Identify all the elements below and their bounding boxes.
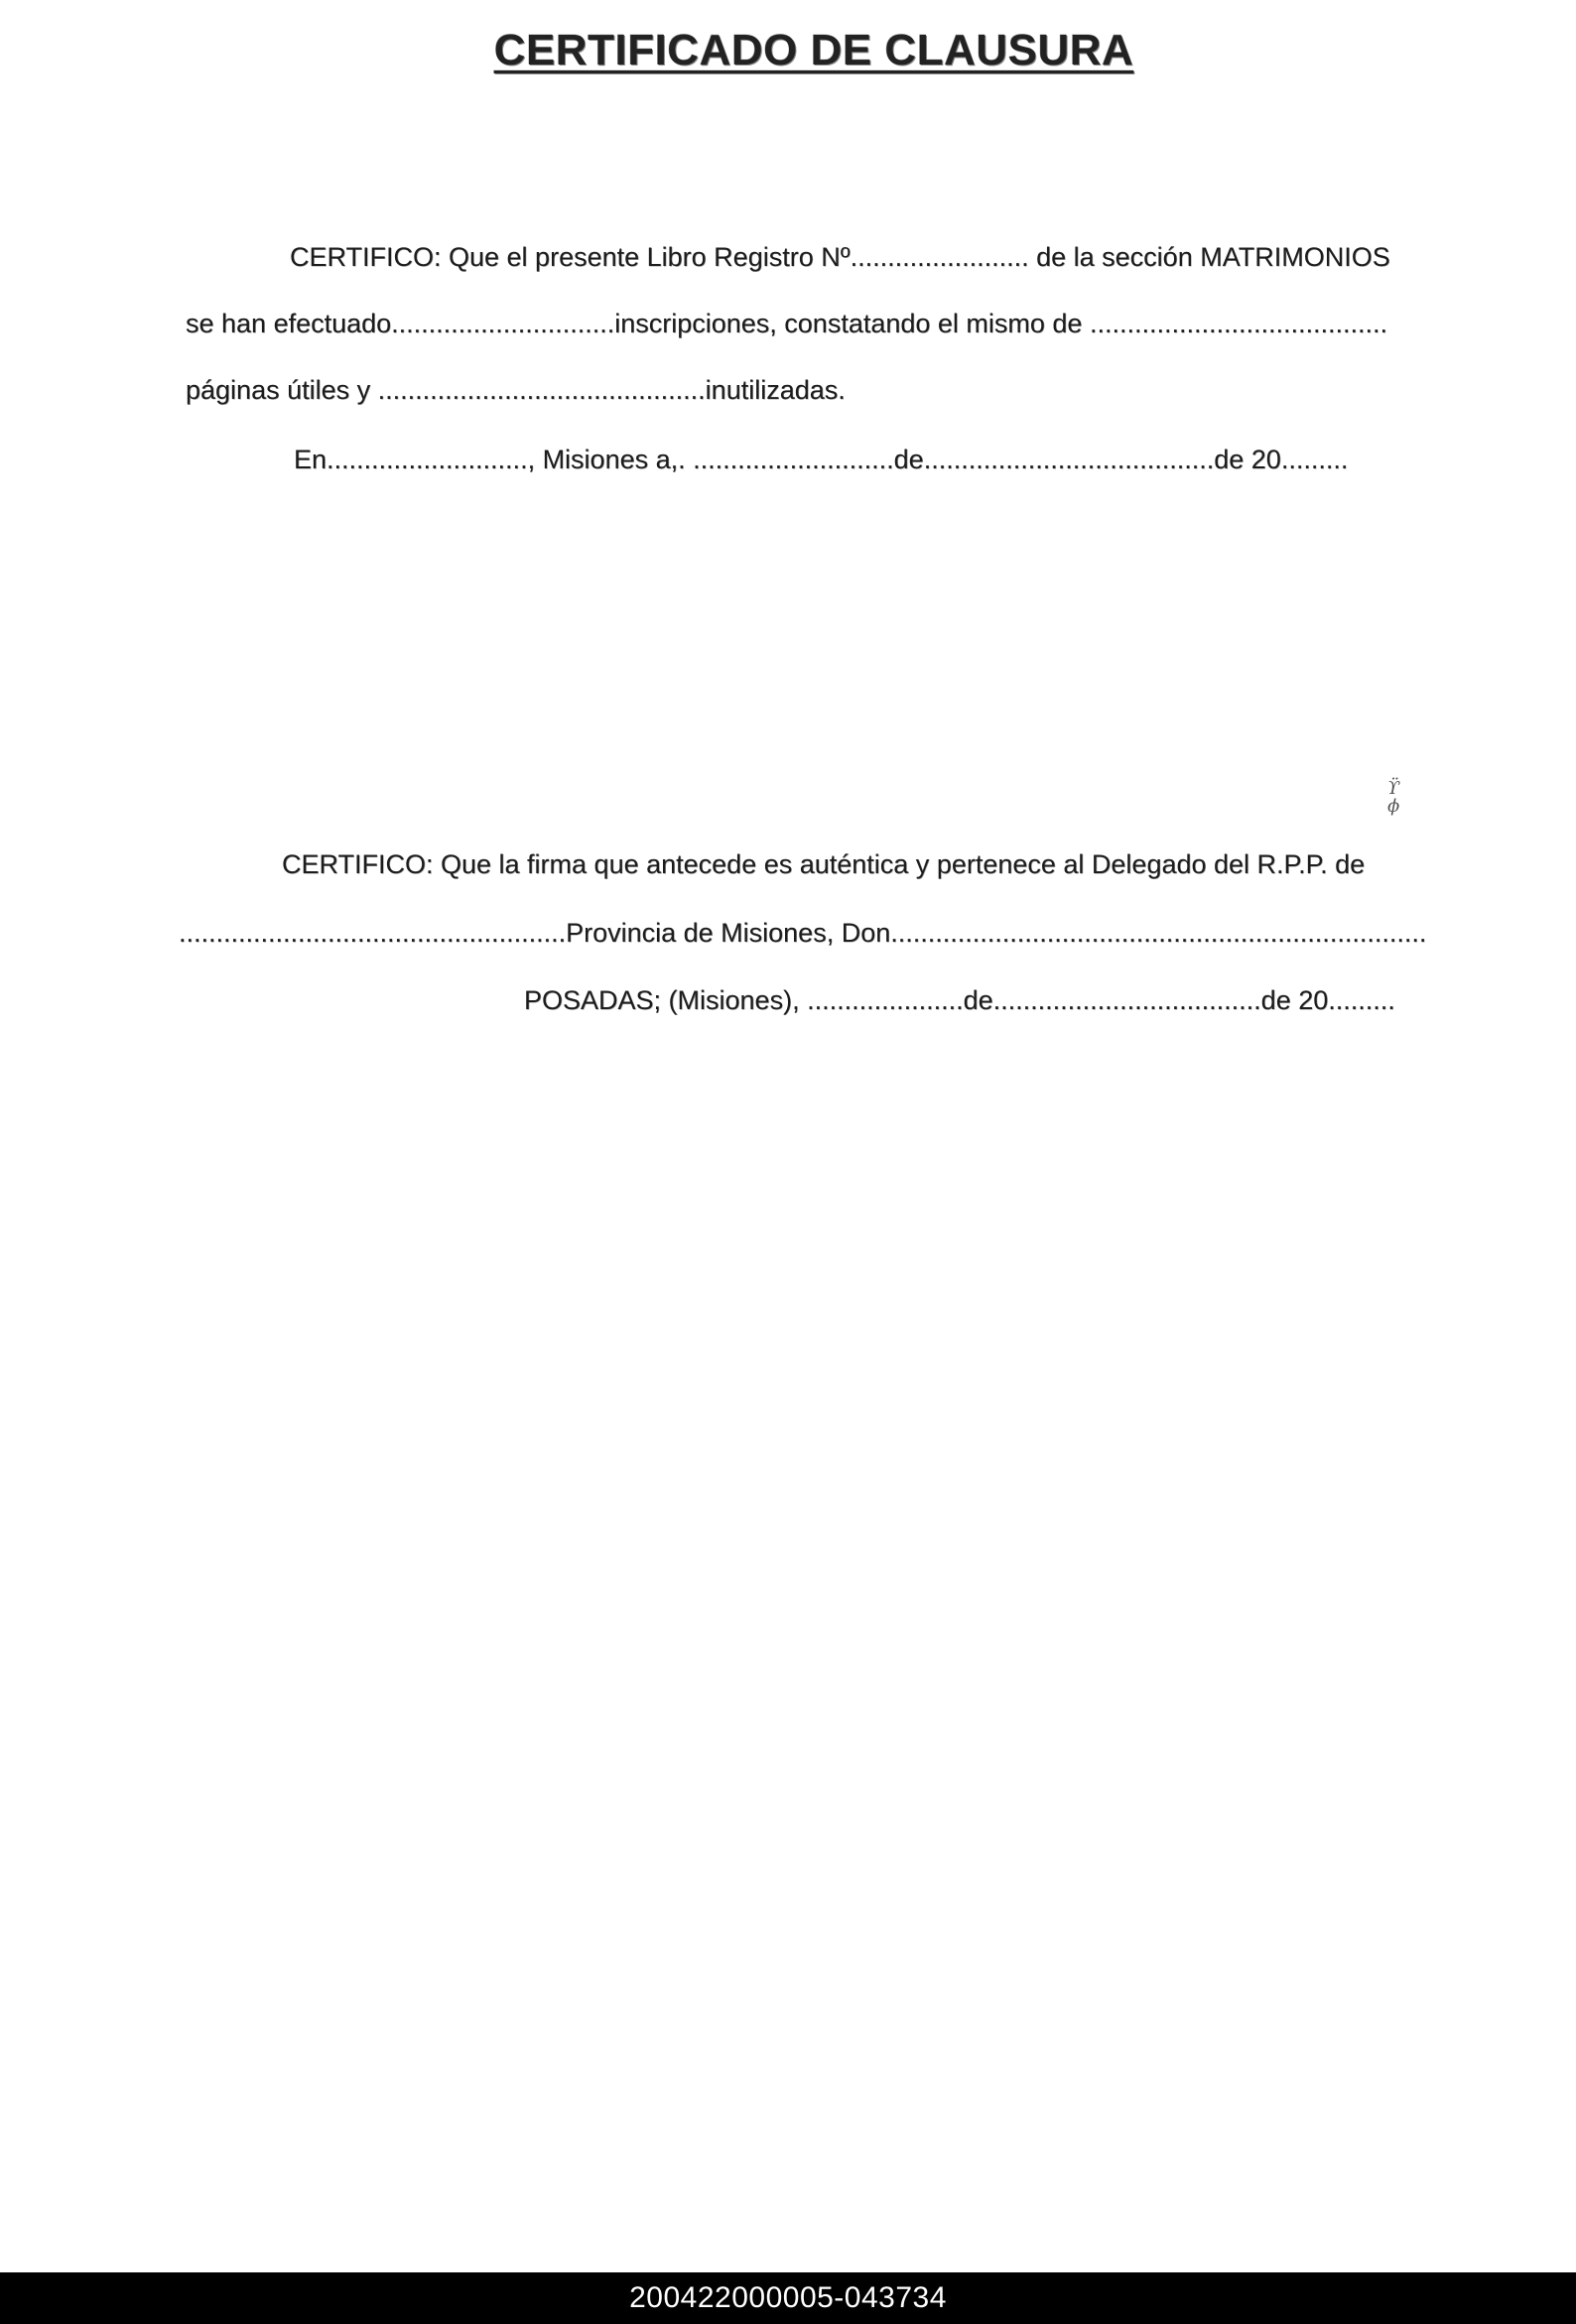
certifico-1-line-3: páginas útiles y ............................................inutilizadas. [186, 375, 846, 405]
certifico-2-line-1: CERTIFICO: Que la firma que antecede es auténtica y pertenece al Delegado del R.P.P. de [282, 849, 1366, 879]
scan-id-footer: 200422000005-043734 [0, 2272, 1576, 2324]
certifico-1-line-1: CERTIFICO: Que el presente Libro Registro Nº........................ de la sección MATRIMONIOS [290, 242, 1390, 272]
document-title: CERTIFICADO DE CLAUSURA [493, 26, 1134, 74]
certifico-2-line-2: ....................................................Provincia de Misiones, Don........................................................................ [179, 918, 1427, 948]
scan-mark: ϔ [1387, 778, 1400, 799]
certifico-1-line-2: se han efectuado..............................inscripciones, constatando el mismo de ........................................ [186, 309, 1388, 338]
scan-mark: ϕ [1387, 796, 1400, 817]
certifico-1-date-line: En..........................., Misiones a,. ...........................de.......................................de 20......... [294, 445, 1349, 474]
certifico-2-date-line: POSADAS; (Misiones), .....................de....................................de 20......... [524, 985, 1395, 1015]
